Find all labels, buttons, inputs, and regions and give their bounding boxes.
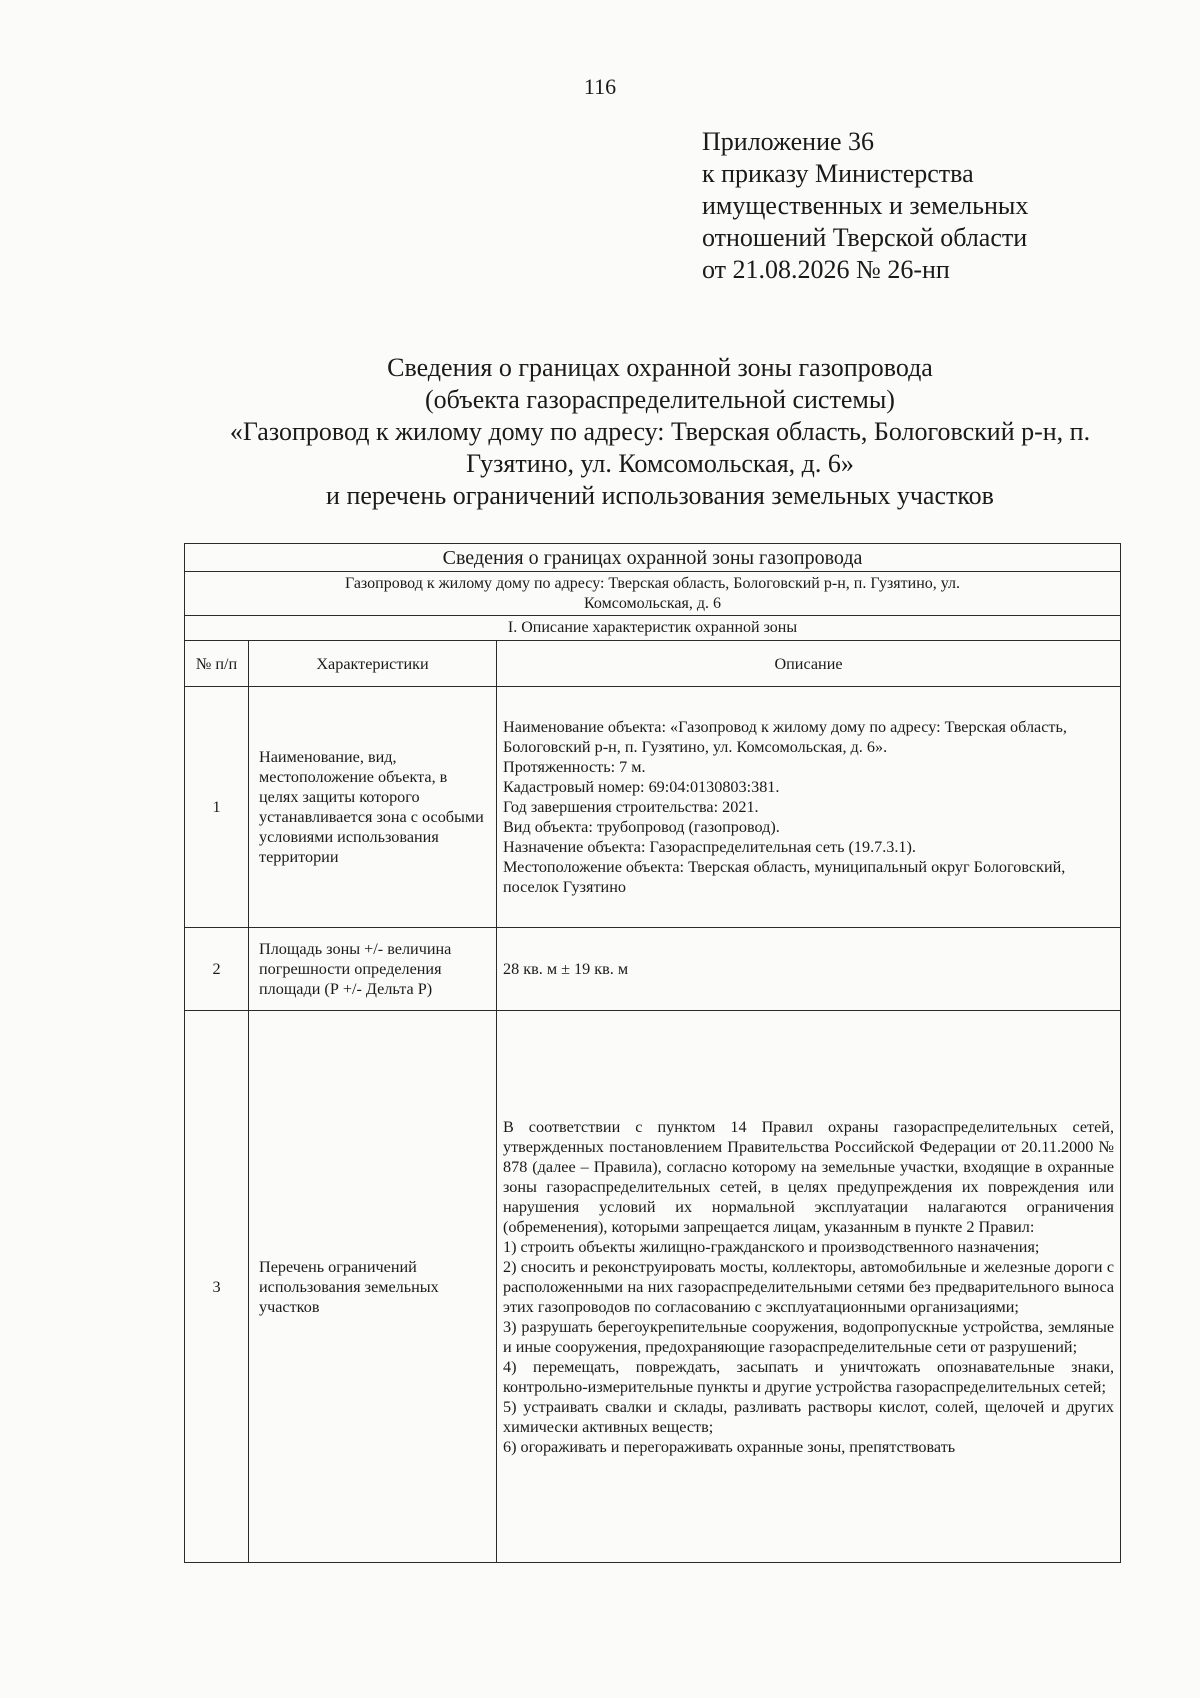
column-header-characteristics: Характеристики	[249, 641, 497, 687]
title-line: (объекта газораспределительной системы)	[425, 385, 895, 414]
row-description	[497, 687, 1121, 928]
description-line: 2) сносить и реконструировать мосты, коллекторы, автомобильные и железные дороги с расположенными на них газораспределительными сетями без предварительного выноса этих газопроводов по согласованию с эксплуатационными организациями;	[503, 1257, 1115, 1316]
column-header-description: Описание	[497, 641, 1121, 687]
row-description	[497, 928, 1121, 1011]
table-title: Сведения о границах охранной зоны газопровода	[185, 544, 1121, 572]
zone-info-table	[184, 543, 1121, 1563]
description-line: Год завершения строительства: 2021.	[503, 798, 759, 816]
row-number: 2	[185, 928, 249, 1011]
title-line: Сведения о границах охранной зоны газопровода	[387, 353, 933, 382]
description-line: Назначение объекта: Газораспределительная сеть (19.7.3.1).	[503, 838, 916, 856]
row-characteristic: Наименование, вид, местоположение объекта, в целях защиты которого устанавливается зона с особыми условиями использования территории	[249, 687, 497, 928]
description-line: Наименование объекта: «Газопровод к жилому дому по адресу: Тверская область, Бологовский р-н, п. Гузятино, ул. Комсомольская, д. 6».	[503, 718, 1067, 756]
description-line: 3) разрушать берегоукрепительные сооружения, водопропускные устройства, земляные и иные сооружения, предохраняющие газораспределительные сети от разрушений;	[503, 1317, 1115, 1356]
row-characteristic: Перечень ограничений использования земельных участков	[249, 1011, 497, 1563]
column-header-number: № п/п	[185, 641, 249, 687]
table-row	[185, 1011, 1121, 1563]
page-number: 116	[583, 74, 617, 99]
description-line: В соответствии с пунктом 14 Правил охраны газораспределительных сетей, утвержденных постановлением Правительства Российской Федерации от 20.11.2000 № 878 (далее – Правила), согласно которому на земельные участки, входящие в охранные зоны газораспределительных сетей, в целях предупреждения их повреждения или нарушения условий их нормальной эксплуатации налагаются ограничения (обременения), которыми запрещается лицам, указанным в пункте 2 Правил:	[503, 1117, 1115, 1236]
object-name-line: Газопровод к жилому дому по адресу: Тверская область, Бологовский р-н, п. Гузятино, ул.	[344, 574, 961, 592]
description-line: 4) перемещать, повреждать, засыпать и уничтожать опознавательные знаки, контрольно-измерительные пункты и другие устройства газораспределительных сетей;	[503, 1357, 1115, 1396]
row-number: 1	[185, 687, 249, 928]
appendix-line: отношений Тверской области	[702, 223, 1028, 252]
description-line: Кадастровый номер: 69:04:0130803:381.	[503, 778, 780, 796]
appendix-line: от 21.08.2026 № 26-нп	[702, 255, 950, 284]
title-line: и перечень ограничений использования земельных участков	[326, 481, 994, 510]
section-title: I. Описание характеристик охранной зоны	[185, 616, 1121, 641]
appendix-line: имущественных и земельных	[702, 191, 1029, 220]
object-name-line: Комсомольская, д. 6	[584, 594, 721, 612]
row-number: 3	[185, 1011, 249, 1563]
appendix-header	[702, 126, 1028, 286]
appendix-line: к приказу Министерства	[702, 159, 974, 188]
row-characteristic: Площадь зоны +/- величина погрешности определения площади (Р +/- Дельта Р)	[249, 928, 497, 1011]
description-line: Вид объекта: трубопровод (газопровод).	[503, 818, 780, 836]
description-line: 1) строить объекты жилищно-гражданского и производственного назначения;	[503, 1237, 1040, 1256]
row-description	[497, 1011, 1121, 1563]
table-row	[185, 687, 1121, 928]
document-title	[180, 352, 1140, 512]
title-line: «Газопровод к жилому дому по адресу: Тверская область, Бологовский р-н, п.	[229, 417, 1091, 446]
table-object-name	[185, 572, 1121, 616]
description-line: Местоположение объекта: Тверская область, муниципальный округ Бологовский, поселок Гузятино	[503, 858, 1066, 896]
table-row	[185, 928, 1121, 1011]
description-line: 6) огораживать и перегораживать охранные зоны, препятствовать	[503, 1437, 956, 1456]
description-line: Протяженность: 7 м.	[503, 758, 646, 776]
description-line: 28 кв. м ± 19 кв. м	[503, 960, 629, 978]
description-line: 5) устраивать свалки и склады, разливать растворы кислот, солей, щелочей и других химически активных веществ;	[503, 1397, 1115, 1436]
appendix-line: Приложение 36	[702, 127, 875, 156]
title-line: Гузятино, ул. Комсомольская, д. 6»	[466, 449, 854, 478]
